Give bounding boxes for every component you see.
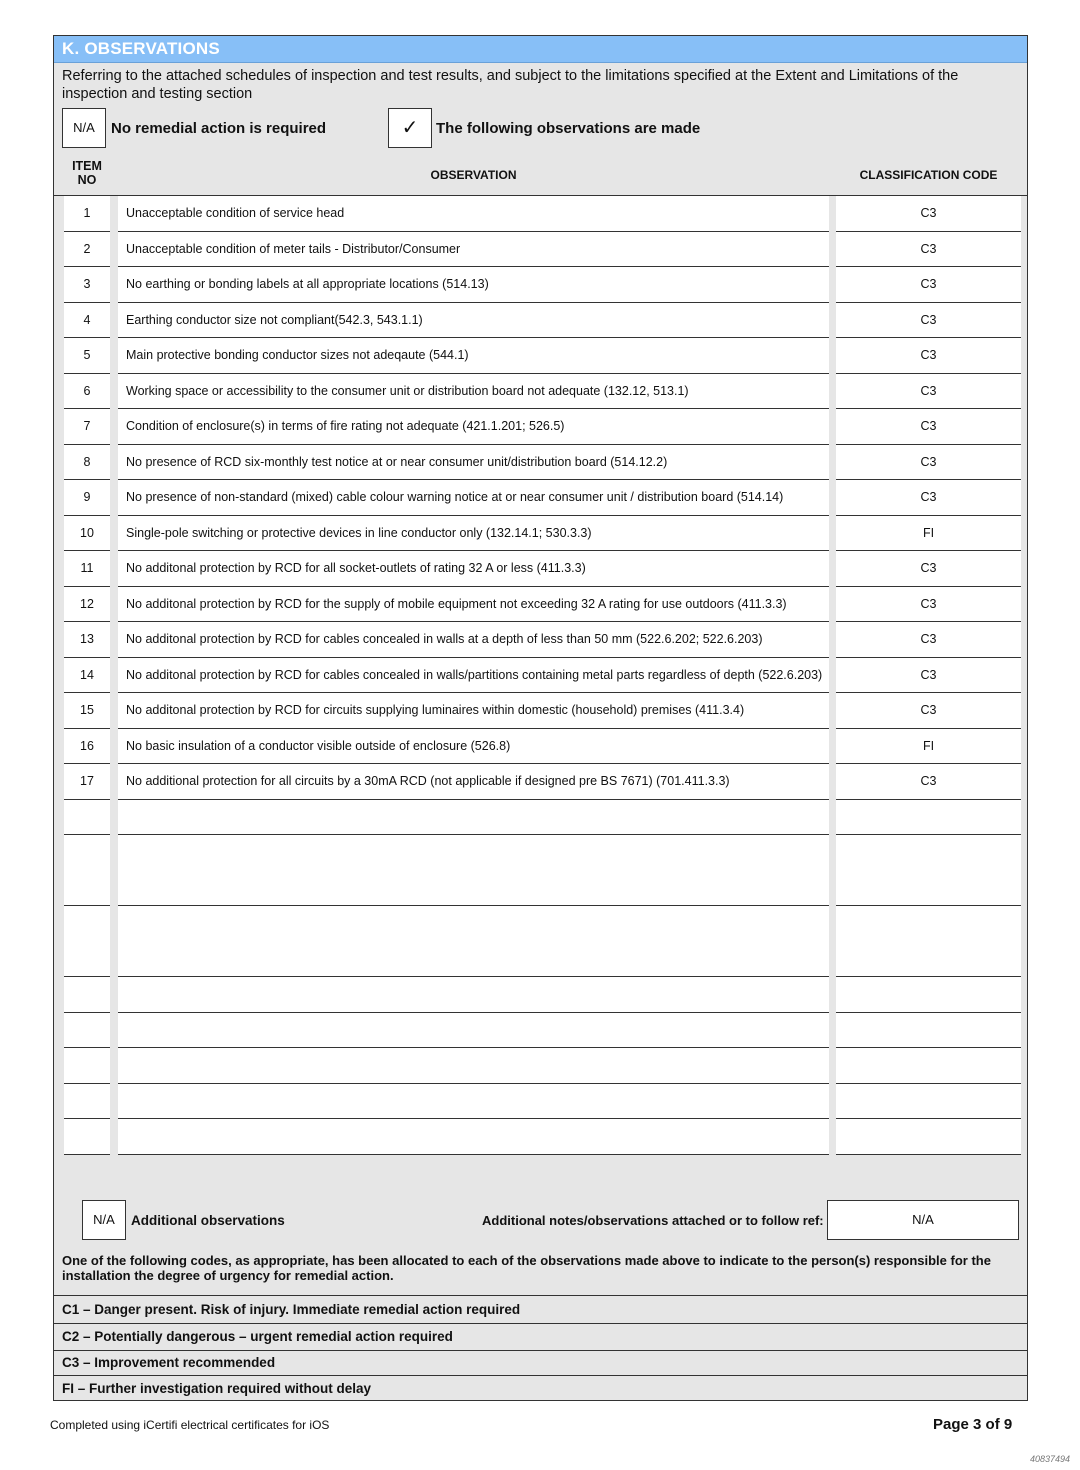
table-row-empty — [54, 1119, 1027, 1155]
item-no-cell[interactable] — [64, 1119, 110, 1155]
item-no-cell[interactable]: 4 — [64, 303, 110, 339]
item-no-cell[interactable] — [64, 800, 110, 836]
classification-code-cell[interactable] — [836, 1048, 1021, 1084]
observation-cell[interactable]: Unacceptable condition of service head — [118, 196, 829, 232]
observation-cell[interactable] — [118, 1119, 829, 1155]
item-no-cell[interactable]: 9 — [64, 480, 110, 516]
observation-cell[interactable]: Working space or accessibility to the consumer unit or distribution board not adequate (132.12, 513.1) — [118, 374, 829, 410]
observations-made-label: The following observations are made — [436, 120, 701, 137]
classification-code-cell[interactable]: C3 — [836, 196, 1021, 232]
codes-intro: One of the following codes, as appropriate, has been allocated to each of the observations made above to indicate to the person(s) responsible for the installation the degree of urgency for remedial action. — [62, 1253, 991, 1283]
code-c1: C1 – Danger present. Risk of injury. Immediate remedial action required — [54, 1295, 1027, 1323]
observation-cell[interactable] — [118, 1013, 829, 1049]
item-no-cell[interactable]: 6 — [64, 374, 110, 410]
item-no-cell[interactable]: 1 — [64, 196, 110, 232]
classification-code-cell[interactable]: C3 — [836, 338, 1021, 374]
observation-cell[interactable] — [118, 1084, 829, 1120]
item-no-cell[interactable] — [64, 1084, 110, 1120]
item-no-cell[interactable]: 14 — [64, 658, 110, 694]
item-no-cell[interactable]: 3 — [64, 267, 110, 303]
classification-code-cell[interactable] — [836, 906, 1021, 977]
table-row-empty — [54, 977, 1027, 1013]
table-row — [54, 267, 1027, 303]
observation-cell[interactable]: Condition of enclosure(s) in terms of fire rating not adequate (421.1.201; 526.5) — [118, 409, 829, 445]
classification-code-cell[interactable]: C3 — [836, 480, 1021, 516]
classification-code-cell[interactable] — [836, 835, 1021, 906]
page-number: Page 3 of 9 — [933, 1416, 1013, 1433]
document-ref: 40837494 — [1030, 1454, 1071, 1464]
observations-section — [53, 35, 1028, 1401]
classification-code-cell[interactable] — [836, 1013, 1021, 1049]
additional-notes-ref-field[interactable]: N/A — [827, 1200, 1019, 1240]
observation-cell[interactable] — [118, 800, 829, 836]
table-row — [54, 409, 1027, 445]
classification-code-cell[interactable] — [836, 800, 1021, 836]
table-row — [54, 480, 1027, 516]
additional-observations-label: Additional observations — [131, 1213, 285, 1228]
observation-cell[interactable]: Single-pole switching or protective devices in line conductor only (132.14.1; 530.3.3) — [118, 516, 829, 552]
table-row — [54, 516, 1027, 552]
table-row-empty — [54, 1084, 1027, 1120]
item-no-cell[interactable] — [64, 835, 110, 906]
table-row — [54, 374, 1027, 410]
table-row — [54, 587, 1027, 623]
table-row — [54, 764, 1027, 800]
table-row — [54, 729, 1027, 765]
footer-credit: Completed using iCertifi electrical certificates for iOS — [50, 1418, 330, 1432]
section-intro: Referring to the attached schedules of inspection and test results, and subject to the limitations specified at the Extent and Limitations of the inspection and testing section — [62, 68, 959, 102]
table-row — [54, 445, 1027, 481]
column-header-classification: CLASSIFICATION CODE — [859, 168, 998, 182]
table-row — [54, 338, 1027, 374]
table-row-empty — [54, 800, 1027, 836]
item-no-cell[interactable]: 13 — [64, 622, 110, 658]
item-no-cell[interactable] — [64, 1048, 110, 1084]
item-no-cell[interactable]: 11 — [64, 551, 110, 587]
table-row-empty — [54, 835, 1027, 906]
observation-cell[interactable] — [118, 977, 829, 1013]
code-c3: C3 – Improvement recommended — [54, 1350, 1027, 1375]
observation-cell[interactable]: Unacceptable condition of meter tails - Distributor/Consumer — [118, 232, 829, 268]
table-row — [54, 196, 1027, 232]
observation-cell[interactable]: No additonal protection by RCD for all socket-outlets of rating 32 A or less (411.3.3) — [118, 551, 829, 587]
item-no-cell[interactable]: 16 — [64, 729, 110, 765]
observation-cell[interactable]: Earthing conductor size not compliant(542.3, 543.1.1) — [118, 303, 829, 339]
table-row-empty — [54, 1013, 1027, 1049]
observation-cell[interactable]: No additonal protection by RCD for the supply of mobile equipment not exceeding 32 A rating for use outdoors (411.3.3) — [118, 587, 829, 623]
observation-cell[interactable]: No presence of non-standard (mixed) cable colour warning notice at or near consumer unit / distribution board (514.14) — [118, 480, 829, 516]
observation-cell[interactable]: No basic insulation of a conductor visible outside of enclosure (526.8) — [118, 729, 829, 765]
classification-code-cell[interactable]: C3 — [836, 303, 1021, 339]
item-no-cell[interactable]: 5 — [64, 338, 110, 374]
item-no-cell[interactable]: 2 — [64, 232, 110, 268]
section-header — [54, 36, 1027, 63]
observation-cell[interactable]: No additonal protection by RCD for circuits supplying luminaires within domestic (household) premises (411.3.4) — [118, 693, 829, 729]
classification-code-cell[interactable]: FI — [836, 729, 1021, 765]
no-remedial-checkbox[interactable]: N/A — [62, 108, 106, 148]
observation-cell[interactable]: No earthing or bonding labels at all appropriate locations (514.13) — [118, 267, 829, 303]
observation-cell[interactable]: No additonal protection by RCD for cables concealed in walls/partitions containing metal parts regardless of depth (522.6.203) — [118, 658, 829, 694]
table-row — [54, 551, 1027, 587]
section-title: K. OBSERVATIONS — [62, 39, 220, 58]
observation-cell[interactable]: No presence of RCD six-monthly test notice at or near consumer unit/distribution board (514.12.2) — [118, 445, 829, 481]
observations-made-checkbox[interactable]: ✓ — [388, 108, 432, 148]
column-header-observation: OBSERVATION — [430, 168, 517, 182]
observation-cell[interactable] — [118, 906, 829, 977]
table-row — [54, 693, 1027, 729]
observation-cell[interactable]: No additional protection for all circuits by a 30mA RCD (not applicable if designed pre BS 7671) (701.411.3.3) — [118, 764, 829, 800]
classification-code-cell[interactable]: C3 — [836, 445, 1021, 481]
item-no-cell[interactable]: 17 — [64, 764, 110, 800]
table-row — [54, 622, 1027, 658]
item-no-cell[interactable]: 8 — [64, 445, 110, 481]
classification-code-cell[interactable]: C3 — [836, 693, 1021, 729]
item-no-cell[interactable] — [64, 977, 110, 1013]
classification-code-cell[interactable] — [836, 1084, 1021, 1120]
item-no-cell[interactable]: 12 — [64, 587, 110, 623]
table-row-empty — [54, 1048, 1027, 1084]
item-no-cell[interactable] — [64, 906, 110, 977]
classification-code-cell[interactable]: C3 — [836, 551, 1021, 587]
classification-code-cell[interactable] — [836, 1119, 1021, 1155]
classification-code-cell[interactable]: C3 — [836, 587, 1021, 623]
classification-code-cell[interactable]: C3 — [836, 764, 1021, 800]
column-header-item-no: ITEM NO — [72, 159, 102, 187]
classification-code-cell[interactable] — [836, 977, 1021, 1013]
observation-cell[interactable]: Main protective bonding conductor sizes not adeqaute (544.1) — [118, 338, 829, 374]
observation-cell[interactable]: No additonal protection by RCD for cables concealed in walls at a depth of less than 50 mm (522.6.202; 522.6.203) — [118, 622, 829, 658]
additional-observations-checkbox[interactable]: N/A — [82, 1200, 126, 1240]
table-row — [54, 232, 1027, 268]
observation-cell[interactable] — [118, 1048, 829, 1084]
item-no-cell[interactable]: 10 — [64, 516, 110, 552]
classification-code-cell[interactable]: C3 — [836, 622, 1021, 658]
table-row — [54, 658, 1027, 694]
classification-code-cell[interactable]: FI — [836, 516, 1021, 552]
classification-code-cell[interactable]: C3 — [836, 409, 1021, 445]
additional-notes-label: Additional notes/observations attached or to follow ref: — [482, 1213, 824, 1228]
classification-code-cell[interactable]: C3 — [836, 374, 1021, 410]
observation-cell[interactable] — [118, 835, 829, 906]
code-fi: FI – Further investigation required without delay — [54, 1375, 1027, 1401]
classification-code-cell[interactable]: C3 — [836, 658, 1021, 694]
classification-code-cell[interactable]: C3 — [836, 232, 1021, 268]
item-no-cell[interactable] — [64, 1013, 110, 1049]
code-c2: C2 – Potentially dangerous – urgent remedial action required — [54, 1323, 1027, 1350]
table-row — [54, 303, 1027, 339]
classification-code-cell[interactable]: C3 — [836, 267, 1021, 303]
no-remedial-label: No remedial action is required — [111, 120, 327, 137]
item-no-cell[interactable]: 7 — [64, 409, 110, 445]
table-row-empty — [54, 906, 1027, 977]
item-no-cell[interactable]: 15 — [64, 693, 110, 729]
